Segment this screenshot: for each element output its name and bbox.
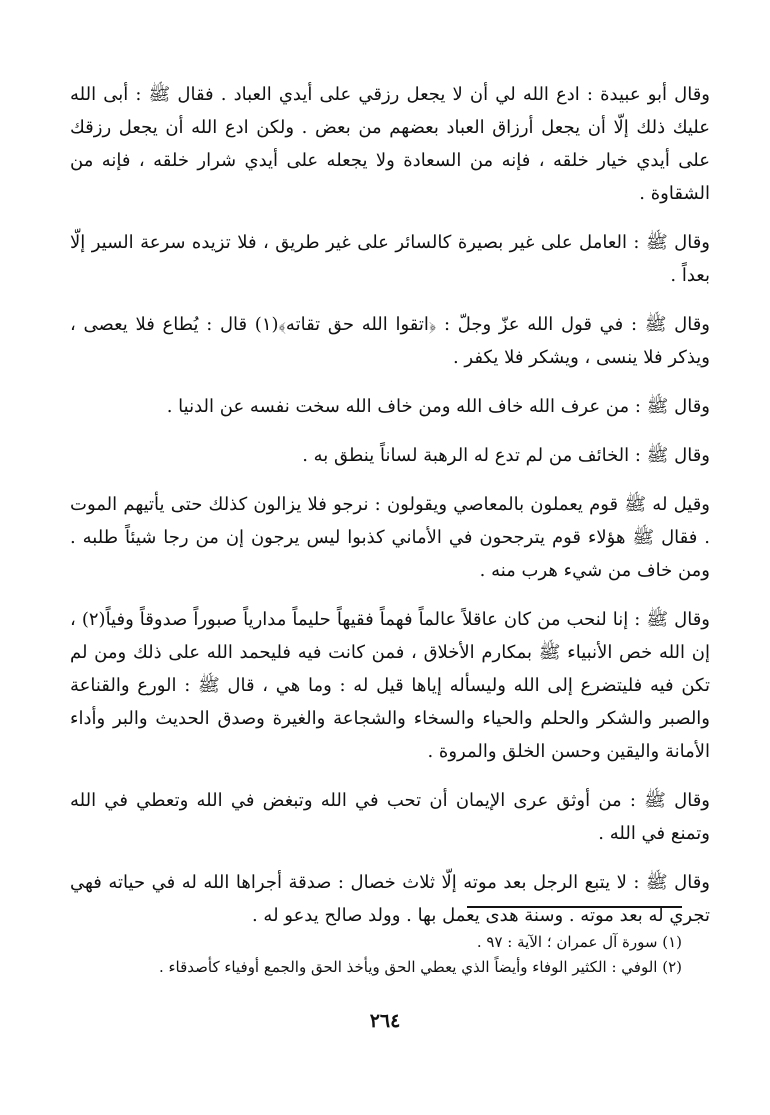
paragraph-9: وقال ﷺ : لا يتبع الرجل بعد موته إلّا ثلاث خصال : صدقة أجراها الله له في حياته فهي تجري له بعد موته . وسنة هدى يعمل بها . وولد صالح يدعو له . (70, 872, 710, 926)
footnote-2: (٢) الوفي : الكثير الوفاء وأيضاً الذي يعطي الحق ويأخذ الحق والجمع أوفياء كأصدقاء . (158, 958, 682, 976)
footnote-1: (١) سورة آل عمران ؛ الآية : ٩٧ . (476, 933, 682, 951)
paragraph-3: وقال ﷺ : في قول الله عزّ وجلّ : ﴿اتقوا الله حق تقاته﴾(١) قال : يُطاع فلا يعصى ، ويذكر فلا ينسى ، ويشكر فلا يكفر . (70, 314, 710, 368)
paragraph-6: وقيل له ﷺ قوم يعملون بالمعاصي ويقولون : نرجو فلا يزالون كذلك حتى يأتيهم الموت . فقال ﷺ هؤلاء قوم يترجحون في الأماني كذبوا ليس يرجون إن من رجا شيئاً طلبه . ومن خاف من شيء هرب منه . (70, 494, 710, 581)
paragraph-4: وقال ﷺ : من عرف الله خاف الله ومن خاف الله سخت نفسه عن الدنيا . (166, 396, 710, 417)
paragraph-8: وقال ﷺ : من أوثق عرى الإيمان أن تحب في الله وتبغض في الله وتعطي في الله وتمنع في الله . (70, 790, 710, 844)
page-number: ٢٦٤ (369, 1010, 401, 1032)
paragraph-2: وقال ﷺ : العامل على غير بصيرة كالسائر على غير طريق ، فلا تزيده سرعة السير إلّا بعداً . (70, 232, 710, 286)
paragraph-1: وقال أبو عبيدة : ادع الله لي أن لا يجعل رزقي على أيدي العباد . فقال ﷺ : أبى الله عليك ذلك إلّا أن يجعل أرزاق العباد بعضهم من بعض . ولكن ادع الله أن يجعل رزقك على أيدي خيار خلقه ، فإنه من السعادة ولا يجعله على أيدي شرار خلقه ، فإنه من الشقاوة . (70, 84, 710, 204)
footnotes (82, 930, 682, 980)
paragraph-5: وقال ﷺ : الخائف من لم تدع له الرهبة لساناً ينطق به . (302, 445, 710, 466)
page-body (70, 78, 710, 948)
paragraph-7: وقال ﷺ : إنا لنحب من كان عاقلاً عالماً فهماً فقيهاً حليماً مدارياً صبوراً صدوقاً وفياً(٢) ، إن الله خص الأنبياء ﷺ بمكارم الأخلاق ، فمن كانت فيه فليحمد الله على ذلك ومن لم تكن فيه فليتضرع إلى الله وليسأله إياها قيل له : وما هي ، قال ﷺ : الورع والقناعة والصبر والشكر والحلم والحياء والسخاء والشجاعة والغيرة وصدق الحديث والبر وأداء الأمانة واليقين وحسن الخلق والمروة . (70, 609, 711, 762)
footnote-divider (467, 906, 682, 908)
